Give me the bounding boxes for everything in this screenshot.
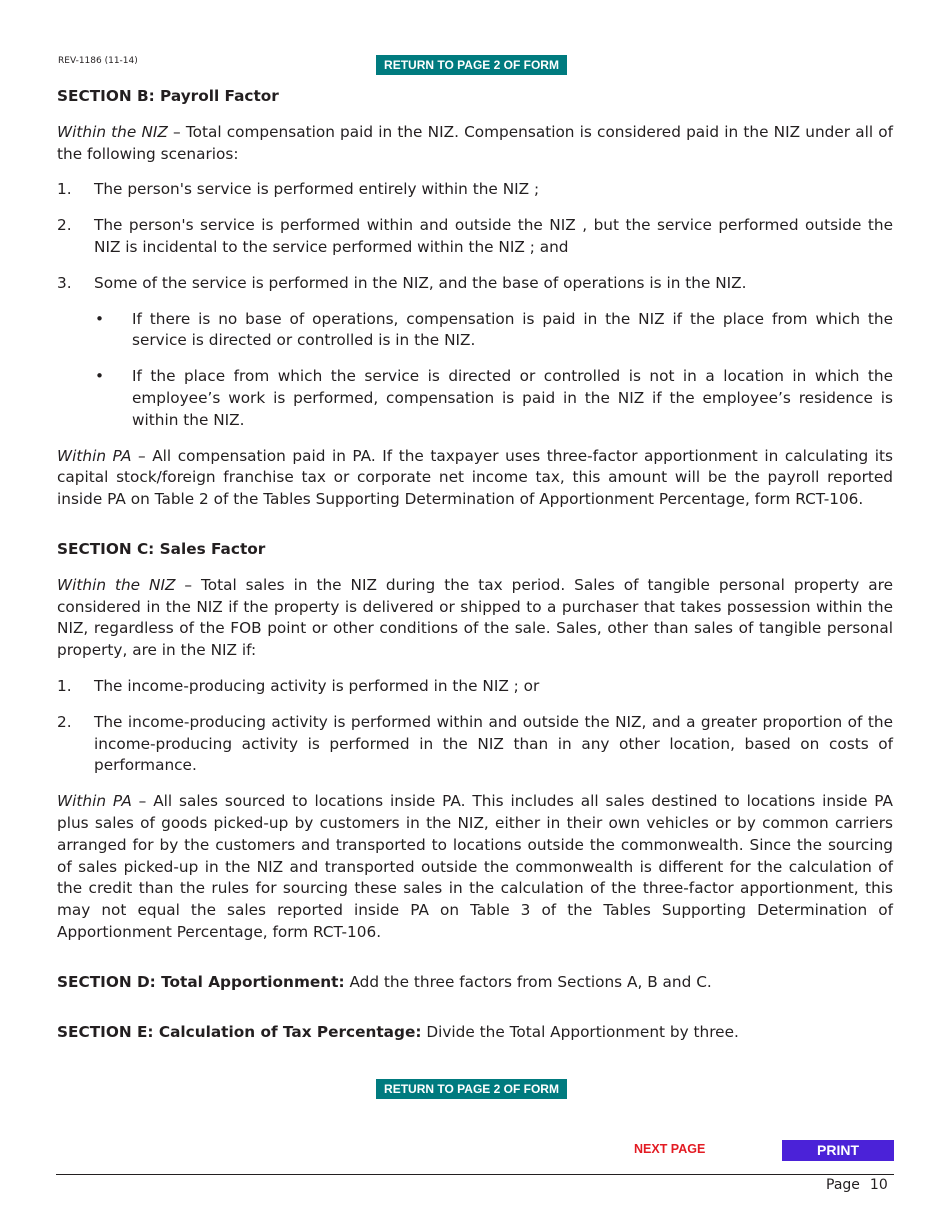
section-d-text: Add the three factors from Sections A, B and C. <box>344 972 712 991</box>
section-e-title: SECTION E: Calculation of Tax Percentage: <box>57 1022 422 1041</box>
list-item-number: 2. <box>57 216 72 235</box>
list-item-text: Some of the service is performed in the NIZ, and the base of operations is in the NIZ. <box>94 273 747 292</box>
next-page-link[interactable]: NEXT PAGE <box>634 1142 706 1156</box>
list-item-text: The person's service is performed entirely within the NIZ ; <box>94 180 540 199</box>
section-c-pa-label: Within PA <box>57 792 132 811</box>
page-number <box>826 1177 888 1193</box>
section-e-text: Divide the Total Apportionment by three. <box>421 1022 739 1041</box>
list-item <box>57 215 893 259</box>
list-item-text: The income-producing activity is performed within and outside the NIZ, and a greater proportion of the income-producing activity is performed in the NIZ than in any other location, based on costs of performance. <box>94 712 893 775</box>
form-revision-code: REV-1186 (11-14) <box>58 56 138 66</box>
section-b-pa-label: Within PA <box>57 446 132 465</box>
bullet-item <box>57 366 893 431</box>
section-d-paragraph <box>57 972 893 994</box>
section-b-niz-text: – Total compensation paid in the NIZ. Compensation is considered paid in the NIZ under all of the following scenarios: <box>57 122 894 163</box>
section-b-list <box>57 179 893 294</box>
section-b-niz-label: Within the NIZ <box>57 122 168 141</box>
list-item <box>57 676 893 698</box>
section-d-title: SECTION D: Total Apportionment: <box>57 972 345 991</box>
bullet-icon: • <box>95 367 105 386</box>
bullet-icon: • <box>95 309 105 328</box>
bullet-text: If the place from which the service is directed or controlled is not in a location in which the employee’s work is performed, compensation is paid in the NIZ if the employee’s residence is within the NIZ. <box>132 367 893 429</box>
page-label: Page <box>826 1177 860 1193</box>
print-button[interactable]: PRINT <box>782 1140 894 1161</box>
section-c-title: SECTION C: Sales Factor <box>57 539 266 558</box>
list-item-text: The person's service is performed within and outside the NIZ , but the service performed outside the NIZ is incidental to the service performed within the NIZ ; and <box>94 216 893 256</box>
footer-divider <box>56 1174 894 1175</box>
list-item-number: 2. <box>57 712 72 731</box>
return-to-page-2-button-bottom[interactable]: RETURN TO PAGE 2 OF FORM <box>376 1079 567 1099</box>
section-b-title: SECTION B: Payroll Factor <box>57 87 279 105</box>
section-b-niz-paragraph <box>57 122 893 166</box>
list-item <box>57 712 893 777</box>
instructions-content <box>57 86 893 1043</box>
list-item <box>57 273 893 295</box>
section-c-niz-paragraph <box>57 575 893 662</box>
section-c-list <box>57 676 893 777</box>
return-to-page-2-button-top[interactable]: RETURN TO PAGE 2 OF FORM <box>376 55 567 75</box>
section-b-pa-text: – All compensation paid in PA. If the taxpayer uses three-factor apportionment in calculating its capital stock/foreign franchise tax or corporate net income tax, this amount will be the payroll reported inside PA on Table 2 of the Tables Supporting Determination of Apportionment Percentage, form RCT-106. <box>57 446 893 509</box>
page-number-value: 10 <box>869 1177 888 1193</box>
bullet-text: If there is no base of operations, compensation is paid in the NIZ if the place from which the service is directed or controlled is in the NIZ. <box>132 309 893 350</box>
section-b-pa-paragraph <box>57 446 893 511</box>
bullet-item <box>57 309 893 353</box>
list-item-number: 3. <box>57 273 72 292</box>
section-c-pa-paragraph <box>57 791 893 944</box>
list-item <box>57 179 893 201</box>
section-e-paragraph <box>57 1022 893 1044</box>
list-item-number: 1. <box>57 180 72 199</box>
section-c-niz-label: Within the NIZ <box>57 575 176 594</box>
list-item-number: 1. <box>57 676 72 695</box>
section-c-niz-text: – Total sales in the NIZ during the tax period. Sales of tangible personal property are considered in the NIZ if the property is delivered or shipped to a purchaser that takes possession within the NIZ, regardless of the FOB point or other conditions of the sale. Sales, other than sales of tangible personal property, are in the NIZ if: <box>57 575 894 660</box>
list-item-text: The income-producing activity is performed in the NIZ ; or <box>94 676 540 695</box>
section-c-pa-text: – All sales sourced to locations inside PA. This includes all sales destined to locations inside PA plus sales of goods picked-up by customers in the NIZ, either in their own vehicles or by common carriers arranged for by the customers and transported to locations outside the commonwealth. Since the sourcing of sales picked-up in the NIZ and transported outside the commonwealth is different for the calculation of the credit than the rules for sourcing these sales in the calculation of the three-factor apportionment, this may not equal the sales reported inside PA on Table 3 of the Tables Supporting Determination of Apportionment Percentage, form RCT-106. <box>57 792 893 941</box>
